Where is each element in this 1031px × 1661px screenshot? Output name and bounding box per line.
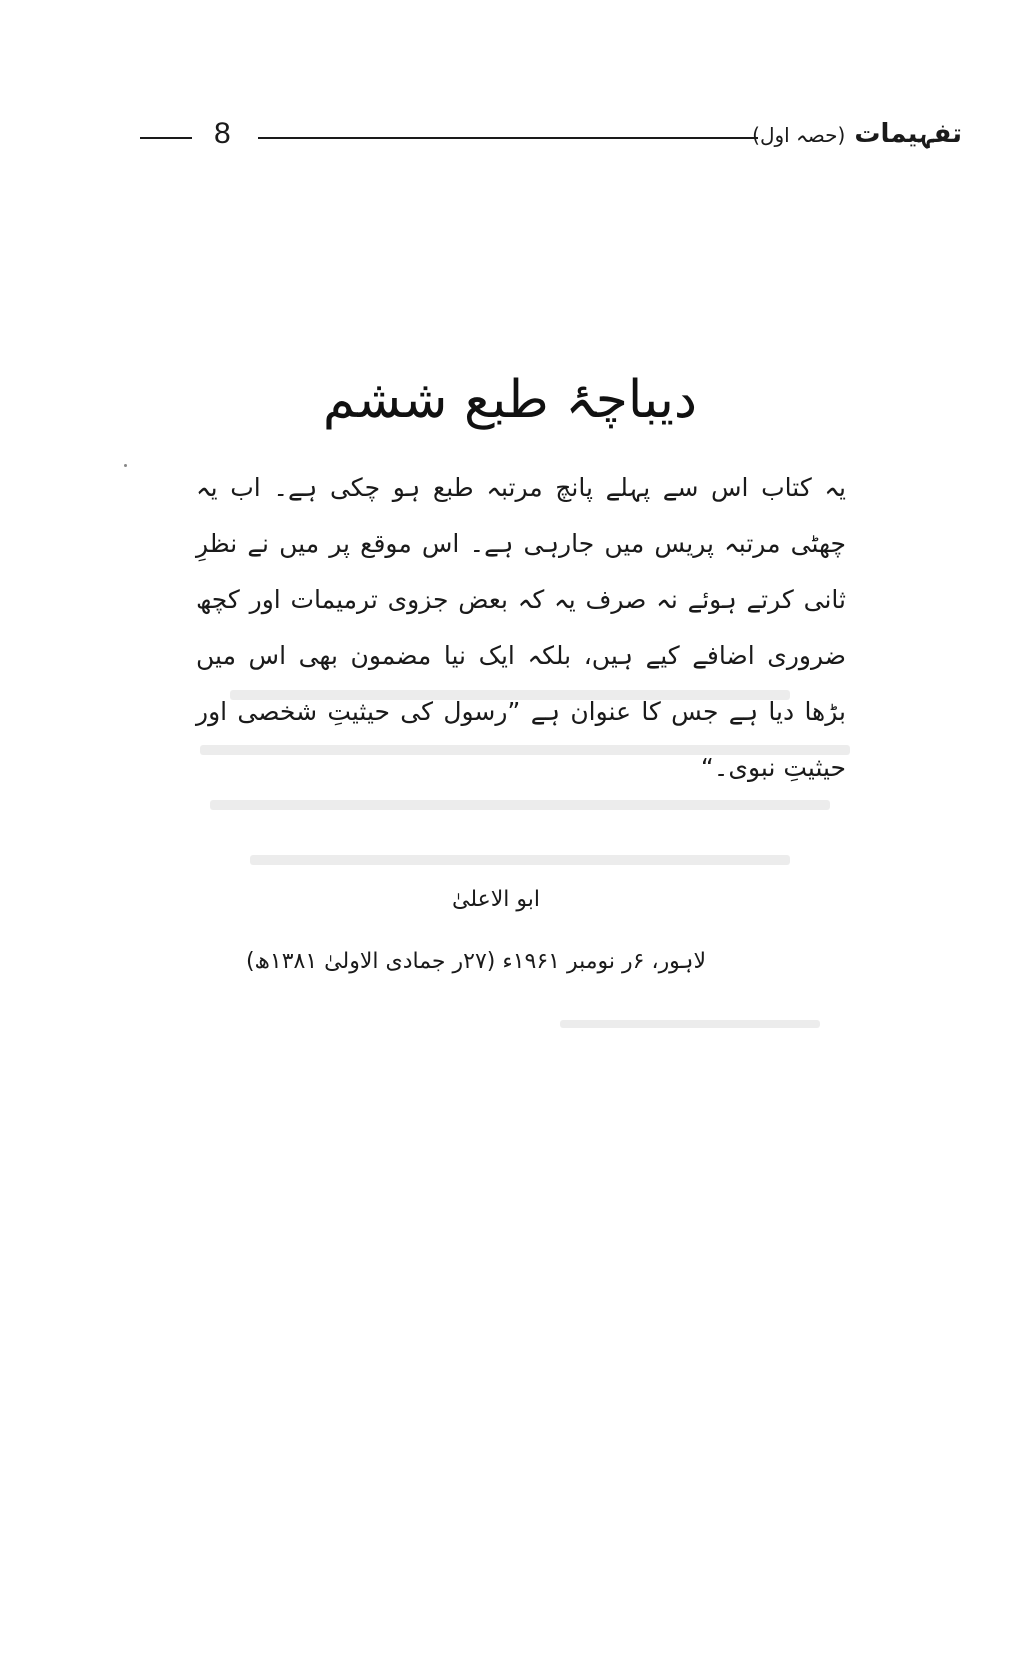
author-signature: ابو الاعلیٰ — [452, 887, 540, 912]
header-rule-left — [140, 137, 192, 139]
page-number: 8 — [214, 117, 231, 150]
bleed-through-mark — [250, 855, 790, 865]
bleed-through-mark — [210, 800, 830, 810]
header-rule — [258, 137, 758, 139]
paper-speck — [124, 464, 127, 467]
running-header — [128, 110, 962, 158]
place-and-date-line: لاہور، ۶ر نومبر ۱۹۶۱ء (۲۷ر جمادی الاولیٰ ۱۳۸۱ھ) — [245, 949, 706, 974]
body-paragraph: یہ کتاب اس سے پہلے پانچ مرتبہ طبع ہو چکی ہے۔ اب یہ چھٹی مرتبہ پریس میں جارہی ہے۔ اس موقع پر میں نے نظرِ ثانی کرتے ہوئے نہ صرف یہ کہ بعض جزوی ترمیمات اور کچھ ضروری اضافے کیے ہیں، بلکہ ایک نیا مضمون بھی اس میں بڑھا دیا ہے جس کا عنوان ہے ”رسول کی حیثیتِ شخصی اور حیثیتِ نبوی۔“ — [196, 473, 846, 782]
bleed-through-mark — [560, 1020, 820, 1028]
running-title-main: تفہیمات — [854, 119, 962, 149]
section-heading: دیباچۂ طبع ششم — [322, 370, 698, 430]
running-title-part: (حصہ اول) — [752, 123, 846, 147]
running-title — [752, 110, 962, 159]
